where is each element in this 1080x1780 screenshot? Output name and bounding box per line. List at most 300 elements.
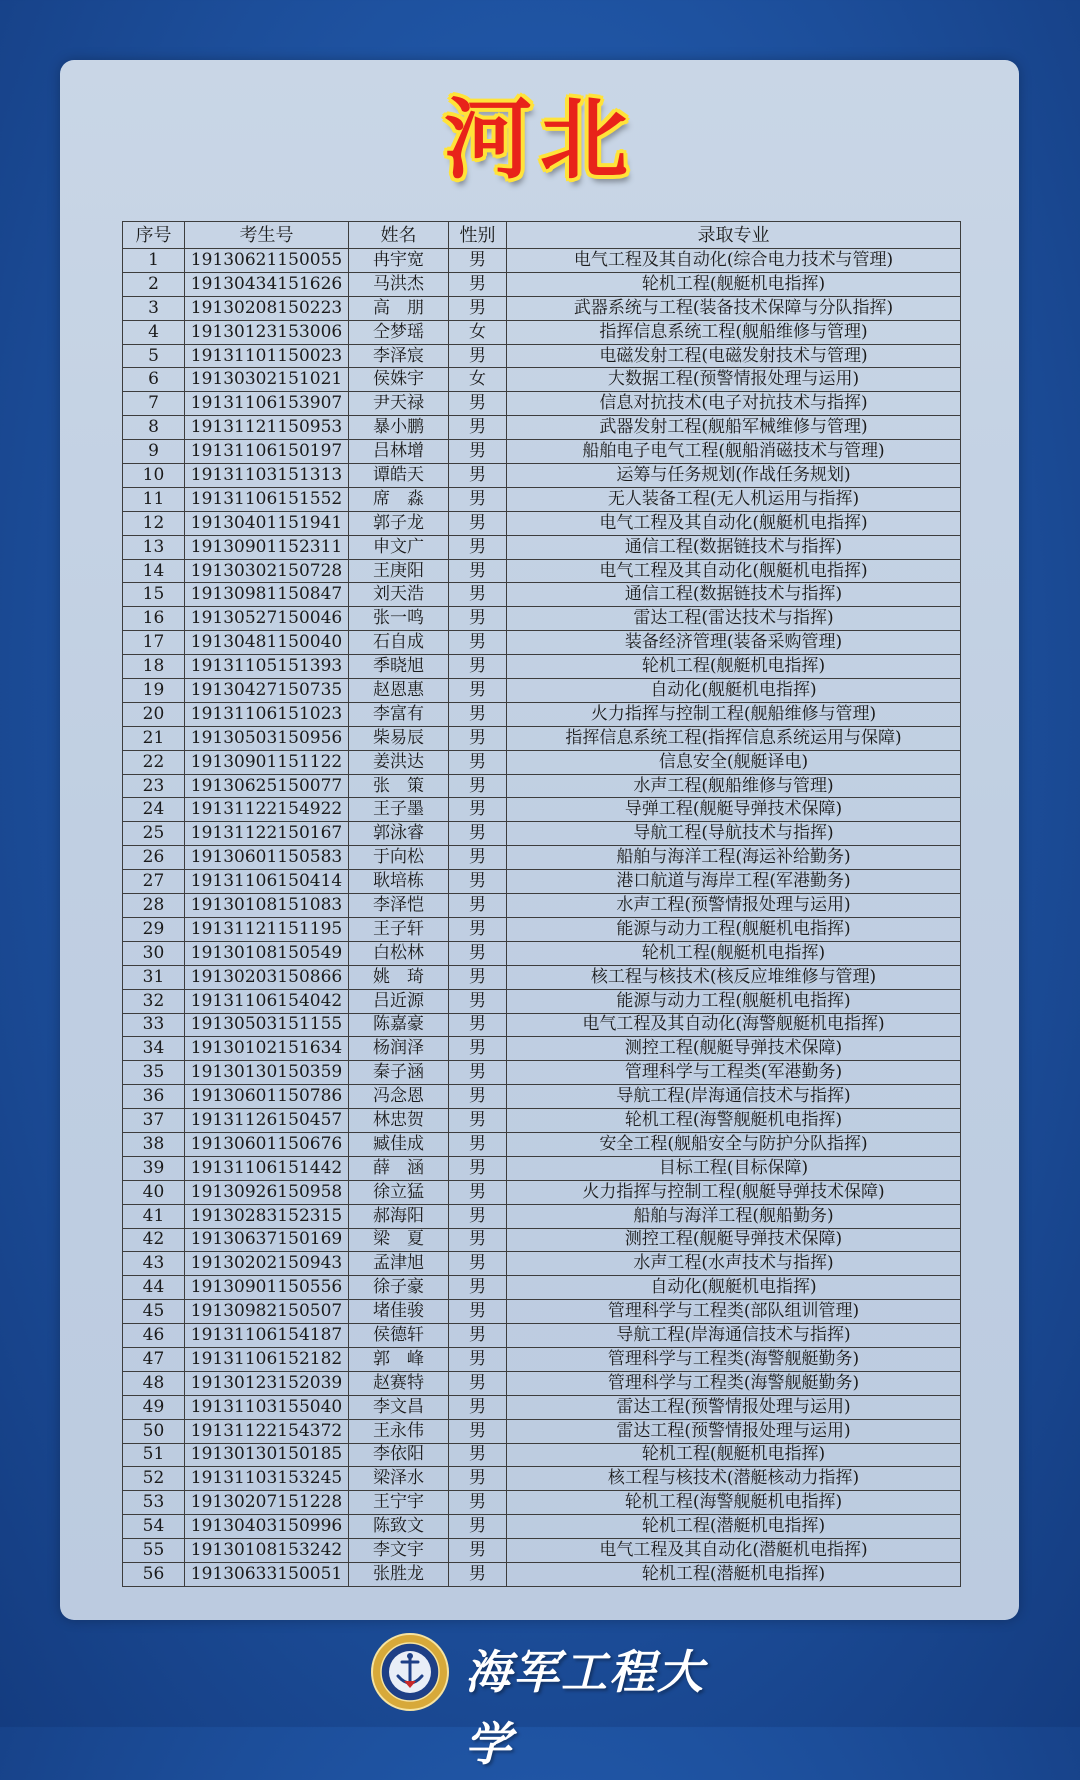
cell-major: 指挥信息系统工程(舰船维修与管理) <box>507 320 961 344</box>
cell-name: 郭 峰 <box>349 1347 449 1371</box>
cell-gender: 男 <box>449 1156 507 1180</box>
cell-major: 无人装备工程(无人机运用与指挥) <box>507 487 961 511</box>
cell-exam-number: 19131106152182 <box>185 1347 349 1371</box>
cell-index: 39 <box>123 1156 185 1180</box>
cell-name: 仝梦瑶 <box>349 320 449 344</box>
table-row <box>123 941 961 965</box>
cell-exam-number: 19130981150847 <box>185 583 349 607</box>
table-row <box>123 464 961 488</box>
cell-major: 水声工程(水声技术与指挥) <box>507 1252 961 1276</box>
cell-name: 臧佳成 <box>349 1132 449 1156</box>
cell-exam-number: 19131106151442 <box>185 1156 349 1180</box>
cell-exam-number: 19131122154372 <box>185 1419 349 1443</box>
table-row <box>123 894 961 918</box>
table-row <box>123 1300 961 1324</box>
cell-major: 船舶与海洋工程(海运补给勤务) <box>507 846 961 870</box>
cell-exam-number: 19131106154042 <box>185 989 349 1013</box>
cell-major: 轮机工程(海警舰艇机电指挥) <box>507 1491 961 1515</box>
cell-index: 9 <box>123 440 185 464</box>
cell-name: 徐立猛 <box>349 1180 449 1204</box>
cell-name: 张一鸣 <box>349 607 449 631</box>
cell-major: 导航工程(岸海通信技术与指挥) <box>507 1085 961 1109</box>
cell-name: 暴小鹏 <box>349 416 449 440</box>
table-row <box>123 702 961 726</box>
table-row <box>123 989 961 1013</box>
cell-exam-number: 19130601150786 <box>185 1085 349 1109</box>
cell-gender: 男 <box>449 702 507 726</box>
cell-major: 测控工程(舰艇导弹技术保障) <box>507 1037 961 1061</box>
cell-gender: 男 <box>449 1013 507 1037</box>
cell-exam-number: 19130621150055 <box>185 249 349 273</box>
cell-name: 李泽宸 <box>349 344 449 368</box>
table-body <box>123 249 961 1587</box>
cell-index: 54 <box>123 1515 185 1539</box>
cell-gender: 男 <box>449 1419 507 1443</box>
cell-major: 轮机工程(潜艇机电指挥) <box>507 1562 961 1586</box>
cell-gender: 男 <box>449 1371 507 1395</box>
cell-index: 27 <box>123 870 185 894</box>
page-title: 河北 <box>443 88 636 191</box>
cell-major: 电气工程及其自动化(舰艇机电指挥) <box>507 559 961 583</box>
cell-gender: 男 <box>449 965 507 989</box>
cell-index: 37 <box>123 1109 185 1133</box>
cell-name: 姜洪达 <box>349 750 449 774</box>
cell-major: 能源与动力工程(舰艇机电指挥) <box>507 917 961 941</box>
cell-name: 申文广 <box>349 535 449 559</box>
table-row <box>123 1467 961 1491</box>
university-seal-icon <box>370 1632 450 1712</box>
cell-exam-number: 19130637150169 <box>185 1228 349 1252</box>
cell-major: 轮机工程(舰艇机电指挥) <box>507 272 961 296</box>
cell-name: 冉宇宽 <box>349 249 449 273</box>
cell-name: 李文昌 <box>349 1395 449 1419</box>
table-row <box>123 368 961 392</box>
cell-gender: 男 <box>449 1085 507 1109</box>
cell-index: 41 <box>123 1204 185 1228</box>
cell-exam-number: 19130427150735 <box>185 679 349 703</box>
cell-gender: 男 <box>449 1252 507 1276</box>
cell-name: 孟津旭 <box>349 1252 449 1276</box>
cell-major: 指挥信息系统工程(指挥信息系统运用与保障) <box>507 726 961 750</box>
cell-name: 于向松 <box>349 846 449 870</box>
table-row <box>123 511 961 535</box>
cell-exam-number: 19131106150197 <box>185 440 349 464</box>
cell-exam-number: 19131121150953 <box>185 416 349 440</box>
cell-exam-number: 19130481150040 <box>185 631 349 655</box>
cell-name: 张 策 <box>349 774 449 798</box>
table-row <box>123 1180 961 1204</box>
cell-gender: 男 <box>449 774 507 798</box>
header-gender: 性别 <box>449 222 507 249</box>
table-row <box>123 1395 961 1419</box>
cell-name: 郭泳睿 <box>349 822 449 846</box>
cell-index: 12 <box>123 511 185 535</box>
cell-exam-number: 19130108153242 <box>185 1539 349 1563</box>
cell-major: 火力指挥与控制工程(舰艇导弹技术保障) <box>507 1180 961 1204</box>
cell-index: 3 <box>123 296 185 320</box>
cell-gender: 男 <box>449 679 507 703</box>
table-row <box>123 655 961 679</box>
cell-exam-number: 19130302151021 <box>185 368 349 392</box>
cell-gender: 男 <box>449 1515 507 1539</box>
cell-major: 港口航道与海岸工程(军港勤务) <box>507 870 961 894</box>
cell-index: 8 <box>123 416 185 440</box>
cell-gender: 男 <box>449 1109 507 1133</box>
cell-index: 44 <box>123 1276 185 1300</box>
cell-index: 2 <box>123 272 185 296</box>
cell-index: 22 <box>123 750 185 774</box>
table-row <box>123 440 961 464</box>
table-row <box>123 798 961 822</box>
cell-name: 王宁宇 <box>349 1491 449 1515</box>
table-row <box>123 1013 961 1037</box>
cell-gender: 男 <box>449 440 507 464</box>
cell-major: 核工程与核技术(核反应堆维修与管理) <box>507 965 961 989</box>
cell-name: 侯德轩 <box>349 1324 449 1348</box>
cell-exam-number: 19130601150583 <box>185 846 349 870</box>
cell-exam-number: 19131106154187 <box>185 1324 349 1348</box>
table-row <box>123 750 961 774</box>
cell-name: 陈致文 <box>349 1515 449 1539</box>
cell-major: 管理科学与工程类(海警舰艇勤务) <box>507 1347 961 1371</box>
cell-major: 电气工程及其自动化(海警舰艇机电指挥) <box>507 1013 961 1037</box>
cell-major: 轮机工程(海警舰艇机电指挥) <box>507 1109 961 1133</box>
table-row <box>123 249 961 273</box>
cell-exam-number: 19130207151228 <box>185 1491 349 1515</box>
cell-gender: 男 <box>449 1300 507 1324</box>
cell-name: 徐子豪 <box>349 1276 449 1300</box>
cell-exam-number: 19131101150023 <box>185 344 349 368</box>
cell-major: 运筹与任务规划(作战任务规划) <box>507 464 961 488</box>
university-name: 海军工程大学 <box>465 1645 705 1771</box>
cell-index: 29 <box>123 917 185 941</box>
cell-index: 13 <box>123 535 185 559</box>
cell-gender: 男 <box>449 1562 507 1586</box>
cell-name: 柴易辰 <box>349 726 449 750</box>
cell-index: 23 <box>123 774 185 798</box>
cell-exam-number: 19131106151552 <box>185 487 349 511</box>
cell-index: 21 <box>123 726 185 750</box>
cell-index: 4 <box>123 320 185 344</box>
cell-name: 陈嘉豪 <box>349 1013 449 1037</box>
cell-gender: 男 <box>449 1228 507 1252</box>
cell-name: 刘天浩 <box>349 583 449 607</box>
cell-index: 48 <box>123 1371 185 1395</box>
cell-index: 19 <box>123 679 185 703</box>
cell-index: 14 <box>123 559 185 583</box>
cell-major: 管理科学与工程类(部队组训管理) <box>507 1300 961 1324</box>
cell-exam-number: 19130283152315 <box>185 1204 349 1228</box>
cell-major: 雷达工程(预警情报处理与运用) <box>507 1395 961 1419</box>
cell-name: 侯姝宇 <box>349 368 449 392</box>
cell-major: 船舶电子电气工程(舰船消磁技术与管理) <box>507 440 961 464</box>
cell-index: 11 <box>123 487 185 511</box>
cell-gender: 男 <box>449 750 507 774</box>
cell-name: 尹天禄 <box>349 392 449 416</box>
cell-index: 40 <box>123 1180 185 1204</box>
table-row <box>123 607 961 631</box>
cell-exam-number: 19131106153907 <box>185 392 349 416</box>
cell-exam-number: 19131122150167 <box>185 822 349 846</box>
cell-gender: 男 <box>449 1180 507 1204</box>
cell-exam-number: 19131106150414 <box>185 870 349 894</box>
cell-major: 安全工程(舰船安全与防护分队指挥) <box>507 1132 961 1156</box>
cell-major: 轮机工程(舰艇机电指挥) <box>507 1443 961 1467</box>
cell-gender: 男 <box>449 1204 507 1228</box>
cell-gender: 男 <box>449 1443 507 1467</box>
cell-gender: 男 <box>449 1276 507 1300</box>
cell-gender: 男 <box>449 607 507 631</box>
cell-gender: 男 <box>449 846 507 870</box>
cell-index: 5 <box>123 344 185 368</box>
table-row <box>123 1204 961 1228</box>
cell-name: 王子轩 <box>349 917 449 941</box>
cell-index: 46 <box>123 1324 185 1348</box>
cell-gender: 男 <box>449 344 507 368</box>
cell-major: 管理科学与工程类(海警舰艇勤务) <box>507 1371 961 1395</box>
cell-gender: 男 <box>449 1395 507 1419</box>
cell-index: 45 <box>123 1300 185 1324</box>
cell-name: 季晓旭 <box>349 655 449 679</box>
cell-gender: 男 <box>449 272 507 296</box>
cell-exam-number: 19130982150507 <box>185 1300 349 1324</box>
cell-major: 雷达工程(预警情报处理与运用) <box>507 1419 961 1443</box>
table-row <box>123 296 961 320</box>
table-row <box>123 774 961 798</box>
cell-major: 电气工程及其自动化(综合电力技术与管理) <box>507 249 961 273</box>
cell-gender: 男 <box>449 1539 507 1563</box>
table-row <box>123 1252 961 1276</box>
cell-index: 26 <box>123 846 185 870</box>
cell-name: 李泽恺 <box>349 894 449 918</box>
cell-index: 10 <box>123 464 185 488</box>
cell-exam-number: 19130130150185 <box>185 1443 349 1467</box>
table-row <box>123 320 961 344</box>
cell-index: 1 <box>123 249 185 273</box>
cell-exam-number: 19130108150549 <box>185 941 349 965</box>
cell-name: 高 朋 <box>349 296 449 320</box>
cell-index: 50 <box>123 1419 185 1443</box>
cell-gender: 男 <box>449 535 507 559</box>
cell-gender: 男 <box>449 1037 507 1061</box>
table-row <box>123 1491 961 1515</box>
cell-name: 杨润泽 <box>349 1037 449 1061</box>
cell-exam-number: 19130434151626 <box>185 272 349 296</box>
cell-gender: 男 <box>449 917 507 941</box>
cell-name: 马洪杰 <box>349 272 449 296</box>
cell-name: 谭皓天 <box>349 464 449 488</box>
cell-gender: 男 <box>449 1061 507 1085</box>
cell-index: 47 <box>123 1347 185 1371</box>
cell-exam-number: 19130102151634 <box>185 1037 349 1061</box>
cell-major: 大数据工程(预警情报处理与运用) <box>507 368 961 392</box>
cell-gender: 男 <box>449 989 507 1013</box>
cell-name: 郭子龙 <box>349 511 449 535</box>
cell-gender: 男 <box>449 1467 507 1491</box>
cell-name: 白松林 <box>349 941 449 965</box>
cell-major: 水声工程(预警情报处理与运用) <box>507 894 961 918</box>
cell-gender: 男 <box>449 249 507 273</box>
table-row <box>123 1109 961 1133</box>
header-name: 姓名 <box>349 222 449 249</box>
cell-major: 电磁发射工程(电磁发射技术与管理) <box>507 344 961 368</box>
cell-exam-number: 19130926150958 <box>185 1180 349 1204</box>
cell-name: 李依阳 <box>349 1443 449 1467</box>
cell-exam-number: 19130601150676 <box>185 1132 349 1156</box>
table-header-row <box>123 222 961 249</box>
cell-exam-number: 19131121151195 <box>185 917 349 941</box>
table-row <box>123 1228 961 1252</box>
cell-name: 梁泽水 <box>349 1467 449 1491</box>
cell-index: 34 <box>123 1037 185 1061</box>
cell-index: 53 <box>123 1491 185 1515</box>
cell-index: 38 <box>123 1132 185 1156</box>
cell-major: 火力指挥与控制工程(舰船维修与管理) <box>507 702 961 726</box>
cell-exam-number: 19130625150077 <box>185 774 349 798</box>
cell-major: 船舶与海洋工程(舰船勤务) <box>507 1204 961 1228</box>
cell-exam-number: 19131106151023 <box>185 702 349 726</box>
cell-index: 56 <box>123 1562 185 1586</box>
table-row <box>123 272 961 296</box>
table-row <box>123 726 961 750</box>
cell-major: 轮机工程(舰艇机电指挥) <box>507 941 961 965</box>
cell-index: 6 <box>123 368 185 392</box>
cell-exam-number: 19130901152311 <box>185 535 349 559</box>
table-row <box>123 1085 961 1109</box>
cell-name: 李富有 <box>349 702 449 726</box>
cell-major: 武器系统与工程(装备技术保障与分队指挥) <box>507 296 961 320</box>
cell-exam-number: 19130108151083 <box>185 894 349 918</box>
cell-exam-number: 19130633150051 <box>185 1562 349 1586</box>
cell-exam-number: 19130202150943 <box>185 1252 349 1276</box>
cell-gender: 女 <box>449 320 507 344</box>
cell-exam-number: 19131105151393 <box>185 655 349 679</box>
cell-index: 28 <box>123 894 185 918</box>
cell-major: 导航工程(导航技术与指挥) <box>507 822 961 846</box>
cell-major: 信息对抗技术(电子对抗技术与指挥) <box>507 392 961 416</box>
cell-major: 管理科学与工程类(军港勤务) <box>507 1061 961 1085</box>
cell-index: 35 <box>123 1061 185 1085</box>
cell-index: 51 <box>123 1443 185 1467</box>
cell-index: 7 <box>123 392 185 416</box>
cell-exam-number: 19131122154922 <box>185 798 349 822</box>
table-row <box>123 583 961 607</box>
table-row <box>123 965 961 989</box>
cell-name: 梁 夏 <box>349 1228 449 1252</box>
header-major: 录取专业 <box>507 222 961 249</box>
cell-gender: 男 <box>449 726 507 750</box>
cell-major: 能源与动力工程(舰艇机电指挥) <box>507 989 961 1013</box>
table-row <box>123 1061 961 1085</box>
table-row <box>123 344 961 368</box>
cell-gender: 男 <box>449 1491 507 1515</box>
cell-name: 石自成 <box>349 631 449 655</box>
cell-major: 目标工程(目标保障) <box>507 1156 961 1180</box>
cell-gender: 男 <box>449 631 507 655</box>
cell-exam-number: 19130208150223 <box>185 296 349 320</box>
cell-exam-number: 19130130150359 <box>185 1061 349 1085</box>
cell-major: 通信工程(数据链技术与指挥) <box>507 583 961 607</box>
cell-major: 轮机工程(潜艇机电指挥) <box>507 1515 961 1539</box>
cell-major: 雷达工程(雷达技术与指挥) <box>507 607 961 631</box>
cell-gender: 男 <box>449 798 507 822</box>
cell-name: 薛 涵 <box>349 1156 449 1180</box>
cell-name: 秦子涵 <box>349 1061 449 1085</box>
cell-exam-number: 19130901150556 <box>185 1276 349 1300</box>
cell-name: 冯念恩 <box>349 1085 449 1109</box>
cell-name: 堵佳骏 <box>349 1300 449 1324</box>
cell-gender: 男 <box>449 894 507 918</box>
cell-exam-number: 19130302150728 <box>185 559 349 583</box>
cell-major: 自动化(舰艇机电指挥) <box>507 679 961 703</box>
cell-gender: 男 <box>449 559 507 583</box>
table-row <box>123 1539 961 1563</box>
admission-table <box>122 221 961 1587</box>
cell-major: 导航工程(岸海通信技术与指挥) <box>507 1324 961 1348</box>
table-row <box>123 1515 961 1539</box>
cell-index: 36 <box>123 1085 185 1109</box>
table-row <box>123 559 961 583</box>
cell-index: 31 <box>123 965 185 989</box>
cell-name: 王庚阳 <box>349 559 449 583</box>
cell-exam-number: 19130203150866 <box>185 965 349 989</box>
cell-gender: 男 <box>449 870 507 894</box>
cell-name: 林忠贺 <box>349 1109 449 1133</box>
table-row <box>123 1276 961 1300</box>
cell-gender: 男 <box>449 511 507 535</box>
cell-exam-number: 19131103153245 <box>185 1467 349 1491</box>
cell-name: 赵赛特 <box>349 1371 449 1395</box>
cell-name: 王子墨 <box>349 798 449 822</box>
cell-gender: 男 <box>449 392 507 416</box>
cell-index: 43 <box>123 1252 185 1276</box>
cell-exam-number: 19130503150956 <box>185 726 349 750</box>
header-exam-number: 考生号 <box>185 222 349 249</box>
cell-index: 42 <box>123 1228 185 1252</box>
cell-index: 20 <box>123 702 185 726</box>
cell-gender: 男 <box>449 296 507 320</box>
cell-major: 自动化(舰艇机电指挥) <box>507 1276 961 1300</box>
cell-name: 王永伟 <box>349 1419 449 1443</box>
university-logo <box>370 1632 710 1771</box>
cell-name: 耿培栋 <box>349 870 449 894</box>
cell-exam-number: 19131103155040 <box>185 1395 349 1419</box>
cell-gender: 男 <box>449 1324 507 1348</box>
table-row <box>123 392 961 416</box>
cell-exam-number: 19130123152039 <box>185 1371 349 1395</box>
cell-major: 电气工程及其自动化(潜艇机电指挥) <box>507 1539 961 1563</box>
cell-index: 49 <box>123 1395 185 1419</box>
cell-index: 32 <box>123 989 185 1013</box>
cell-index: 16 <box>123 607 185 631</box>
cell-gender: 男 <box>449 822 507 846</box>
cell-index: 52 <box>123 1467 185 1491</box>
table-row <box>123 846 961 870</box>
cell-name: 吕林增 <box>349 440 449 464</box>
cell-index: 15 <box>123 583 185 607</box>
cell-name: 赵恩惠 <box>349 679 449 703</box>
cell-gender: 男 <box>449 1132 507 1156</box>
cell-major: 信息安全(舰艇译电) <box>507 750 961 774</box>
cell-major: 测控工程(舰艇导弹技术保障) <box>507 1228 961 1252</box>
table-row <box>123 1562 961 1586</box>
cell-index: 55 <box>123 1539 185 1563</box>
cell-name: 李文宇 <box>349 1539 449 1563</box>
cell-gender: 男 <box>449 464 507 488</box>
table-row <box>123 416 961 440</box>
cell-major: 武器发射工程(舰船军械维修与管理) <box>507 416 961 440</box>
cell-major: 装备经济管理(装备采购管理) <box>507 631 961 655</box>
